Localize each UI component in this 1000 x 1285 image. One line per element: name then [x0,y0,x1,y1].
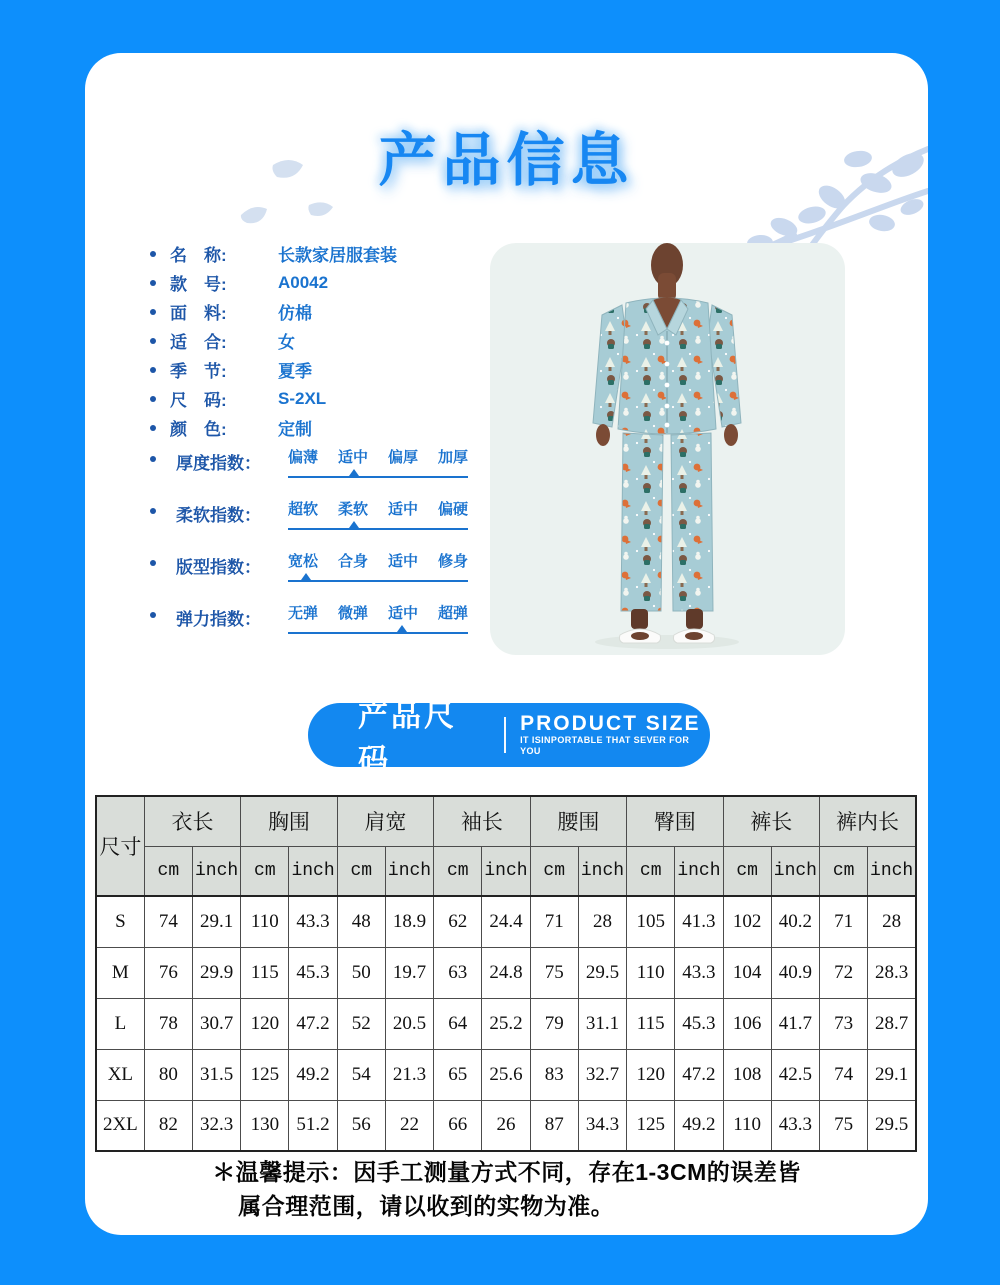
unit-header: cm [337,846,385,896]
value-cell: 29.5 [578,947,626,998]
unit-header: inch [385,846,433,896]
detail-label: 名 称: [170,246,227,265]
value-cell: 41.7 [771,998,819,1049]
value-cell: 29.9 [192,947,240,998]
bullet-icon [150,508,156,514]
banner-en-block [520,713,710,757]
table-row [96,1100,916,1151]
detail-value: 女 [278,333,295,352]
index-option: 适中 [337,449,368,466]
value-cell: 125 [241,1049,289,1100]
value-cell: 28 [578,896,626,947]
value-cell: 47.2 [675,1049,723,1100]
unit-header: inch [482,846,530,896]
index-scale [288,446,468,478]
size-table-wrap [95,795,917,1152]
index-option: 合身 [337,553,368,570]
value-cell: 20.5 [385,998,433,1049]
value-cell: 56 [337,1100,385,1151]
index-scale [288,550,468,582]
value-cell: 115 [627,998,675,1049]
detail-row [150,268,397,297]
value-cell: 31.5 [192,1049,240,1100]
banner-subtitle-en: IT ISINPORTABLE THAT SEVER FOR YOU [520,735,690,756]
detail-label: 尺 码: [170,391,227,410]
value-cell: 29.1 [868,1049,916,1100]
index-marker-icon [301,573,311,580]
table-row [96,896,916,947]
value-cell: 28.3 [868,947,916,998]
value-cell: 83 [530,1049,578,1100]
value-cell: 52 [337,998,385,1049]
detail-value: 定制 [278,420,312,439]
unit-header: cm [627,846,675,896]
unit-header: inch [289,846,337,896]
value-cell: 120 [241,998,289,1049]
value-cell: 32.3 [192,1100,240,1151]
value-cell: 62 [434,896,482,947]
index-marker-icon [397,625,407,632]
value-cell: 22 [385,1100,433,1151]
detail-label: 季 节: [170,362,227,381]
column-group-header: 胸围 [241,796,337,846]
value-cell: 73 [820,998,868,1049]
value-cell: 130 [241,1100,289,1151]
detail-row [150,355,397,384]
index-option: 超弹 [437,605,468,622]
value-cell: 18.9 [385,896,433,947]
corner-label: 尺寸 [96,796,144,896]
value-cell: 26 [482,1100,530,1151]
unit-header: inch [675,846,723,896]
index-option: 偏薄 [288,449,319,466]
value-cell: 45.3 [289,947,337,998]
value-cell: 110 [723,1100,771,1151]
index-option: 柔软 [337,501,368,518]
detail-row [150,239,397,268]
value-cell: 49.2 [675,1100,723,1151]
value-cell: 104 [723,947,771,998]
index-label: 柔软指数： [176,506,261,525]
value-cell: 30.7 [192,998,240,1049]
value-cell: 82 [144,1100,192,1151]
index-option: 偏硬 [437,501,468,518]
bullet-icon [150,280,156,286]
value-cell: 110 [241,896,289,947]
value-cell: 48 [337,896,385,947]
detail-label: 面 料: [170,304,227,323]
table-row [96,998,916,1049]
value-cell: 80 [144,1049,192,1100]
value-cell: 19.7 [385,947,433,998]
size-table [95,795,917,1152]
unit-header: inch [868,846,916,896]
value-cell: 108 [723,1049,771,1100]
banner-title-en: PRODUCT SIZE [520,712,701,735]
value-cell: 66 [434,1100,482,1151]
index-label: 弹力指数： [176,610,261,629]
table-row [96,947,916,998]
table-row [96,1049,916,1100]
value-cell: 28 [868,896,916,947]
size-table-head [96,796,916,896]
detail-value: 夏季 [278,362,312,381]
value-cell: 71 [530,896,578,947]
size-cell: S [96,896,144,947]
value-cell: 24.8 [482,947,530,998]
product-size-banner [308,700,710,777]
value-cell: 71 [820,896,868,947]
detail-value: 长款家居服套装 [278,246,397,265]
pajama-model-illustration [490,243,845,655]
value-cell: 21.3 [385,1049,433,1100]
index-marker-icon [349,521,359,528]
index-option: 加厚 [437,449,468,466]
value-cell: 40.2 [771,896,819,947]
detail-row [150,384,397,413]
measurement-note-text [212,1155,801,1223]
value-cell: 75 [820,1100,868,1151]
index-option: 适中 [387,605,418,622]
value-cell: 115 [241,947,289,998]
unit-header: inch [578,846,626,896]
unit-header: inch [771,846,819,896]
value-cell: 42.5 [771,1049,819,1100]
unit-header: cm [144,846,192,896]
value-cell: 34.3 [578,1100,626,1151]
value-cell: 110 [627,947,675,998]
detail-row [150,326,397,355]
bullet-icon [150,367,156,373]
product-photo [490,243,845,655]
value-cell: 72 [820,947,868,998]
value-cell: 105 [627,896,675,947]
detail-label: 适 合: [170,333,227,352]
column-group-header: 袖长 [434,796,530,846]
unit-header: cm [434,846,482,896]
value-cell: 64 [434,998,482,1049]
value-cell: 78 [144,998,192,1049]
value-cell: 102 [723,896,771,947]
column-group-header: 腰围 [530,796,626,846]
index-scale [288,602,468,634]
header-row-units [96,846,916,896]
bullet-icon [150,396,156,402]
column-group-header: 臀围 [627,796,723,846]
index-option: 适中 [387,553,418,570]
bullet-icon [150,251,156,257]
value-cell: 76 [144,947,192,998]
index-scale [288,498,468,530]
bullet-icon [150,456,156,462]
index-marker-icon [349,469,359,476]
note-line-1: ＊温馨提示：因手工测量方式不同，存在1-3CM的误差皆 [212,1159,801,1185]
value-cell: 32.7 [578,1049,626,1100]
bullet-icon [150,612,156,618]
index-label: 版型指数： [176,558,261,577]
detail-value: S-2XL [278,388,327,408]
bullet-icon [150,560,156,566]
column-group-header: 裤内长 [820,796,916,846]
value-cell: 54 [337,1049,385,1100]
index-option: 宽松 [288,553,319,570]
index-row [150,553,468,590]
index-option: 修身 [437,553,468,570]
index-row [150,605,468,642]
value-cell: 87 [530,1100,578,1151]
measurement-note [85,1155,928,1223]
value-cell: 43.3 [771,1100,819,1151]
index-option: 适中 [387,501,418,518]
index-option: 无弹 [288,605,319,622]
size-cell: XL [96,1049,144,1100]
value-cell: 25.2 [482,998,530,1049]
value-cell: 47.2 [289,998,337,1049]
value-cell: 41.3 [675,896,723,947]
bullet-icon [150,338,156,344]
value-cell: 50 [337,947,385,998]
detail-value: 仿棉 [278,304,312,323]
value-cell: 120 [627,1049,675,1100]
unit-header: cm [241,846,289,896]
bullet-icon [150,425,156,431]
unit-header: cm [530,846,578,896]
banner-title-cn: 产品尺码 [358,700,457,777]
value-cell: 40.9 [771,947,819,998]
unit-header: cm [723,846,771,896]
column-group-header: 裤长 [723,796,819,846]
value-cell: 43.3 [675,947,723,998]
value-cell: 28.7 [868,998,916,1049]
index-label: 厚度指数： [176,454,261,473]
value-cell: 51.2 [289,1100,337,1151]
detail-label: 款 号: [170,275,227,294]
value-cell: 125 [627,1100,675,1151]
page-title: 产品信息 [378,128,635,193]
value-cell: 75 [530,947,578,998]
unit-header: cm [820,846,868,896]
value-cell: 74 [820,1049,868,1100]
value-cell: 65 [434,1049,482,1100]
detail-label: 颜 色: [170,420,227,439]
column-group-header: 肩宽 [337,796,433,846]
product-details-list [150,239,397,442]
value-cell: 45.3 [675,998,723,1049]
detail-row [150,413,397,442]
index-row [150,501,468,538]
index-row [150,449,468,486]
size-cell: 2XL [96,1100,144,1151]
bullet-icon [150,309,156,315]
index-option: 偏厚 [387,449,418,466]
size-cell: L [96,998,144,1049]
detail-row [150,297,397,326]
size-table-body [96,896,916,1151]
value-cell: 29.1 [192,896,240,947]
quality-indices-list [150,449,468,657]
note-line-2: 属合理范围，请以收到的实物为准。 [238,1193,615,1219]
unit-header: inch [192,846,240,896]
value-cell: 79 [530,998,578,1049]
header-row-groups [96,796,916,846]
index-option: 微弹 [337,605,368,622]
value-cell: 63 [434,947,482,998]
value-cell: 31.1 [578,998,626,1049]
index-option: 超软 [288,501,319,518]
value-cell: 49.2 [289,1049,337,1100]
value-cell: 24.4 [482,896,530,947]
product-info-card [85,53,928,1235]
value-cell: 25.6 [482,1049,530,1100]
column-group-header: 衣长 [144,796,240,846]
value-cell: 29.5 [868,1100,916,1151]
banner-divider [504,717,506,753]
size-cell: M [96,947,144,998]
detail-value: A0042 [278,272,329,292]
value-cell: 74 [144,896,192,947]
value-cell: 106 [723,998,771,1049]
value-cell: 43.3 [289,896,337,947]
